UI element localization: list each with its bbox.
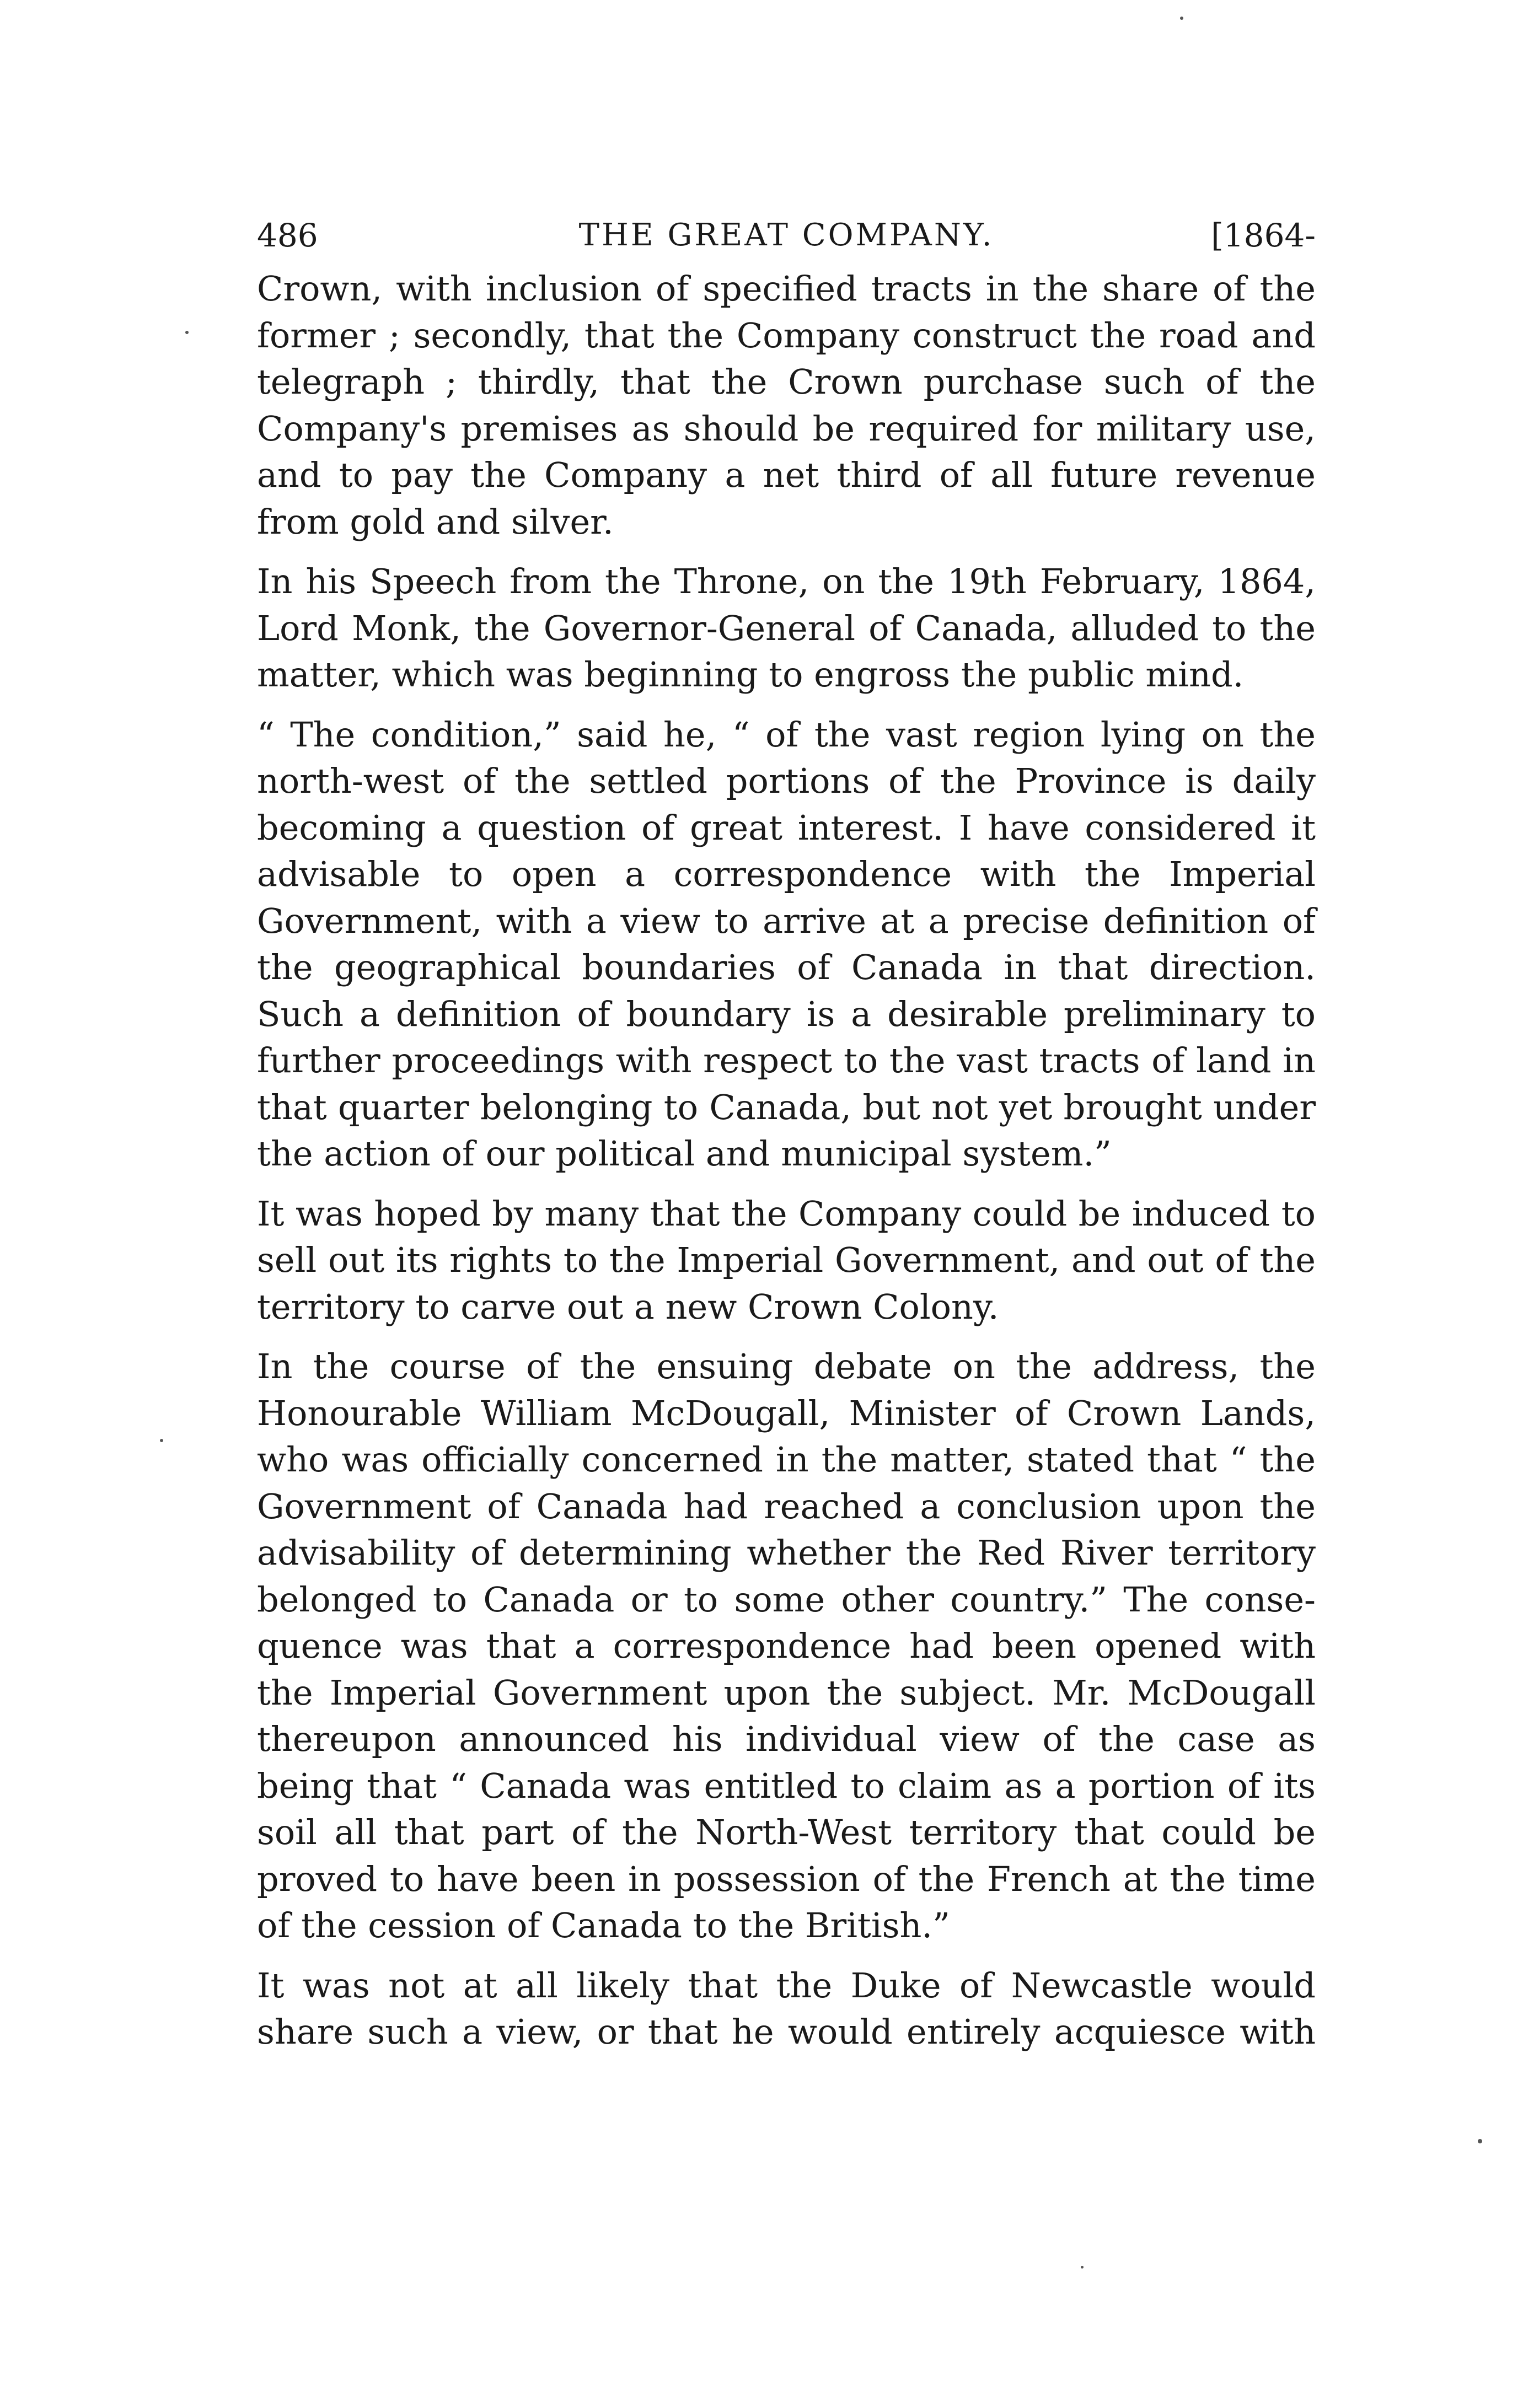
paragraph: It was not at all likely that the Duke of Newcastle would share such a view, or that he would entirely acquiesce with	[257, 1965, 1316, 2052]
page-text-block	[257, 205, 1316, 2056]
paragraph: Crown, with inclusion of specified tracts in the share of the former ; secondly, that the Company construct the road and telegraph ; thirdly, that the Crown purchase such of the Company's premises as should be required for military use, and to pay the Company a net third of all future revenue from gold and silver.	[257, 268, 1316, 542]
paragraph: “ The condition,” said he, “ of the vast region lying on the north-west of the settled portions of the Province is daily becoming a question of great interest. I have considered it advisable to open a correspondence with the Imperial Government, with a view to arrive at a precise definition of the geographical boundaries of Canada in that direction. Such a definition of boundary is a desirable preliminary to further proceedings with respect to the vast tracts of land in that quarter belonging to Canada, but not yet brought under the action of our political and municipal system.”	[257, 714, 1316, 1174]
year-marker: [1864-	[1211, 217, 1316, 254]
scan-speck	[185, 331, 189, 334]
paragraph: In the course of the ensuing debate on the address, the Honourable William McDougall, Minister of Crown Lands, who was officially concerned in the matter, stated that “ the Government of Canada had reached a conclusion upon the advisability of determining whether the Red River territory belonged to Canada or to some other country.” The conse-quence was that a correspondence had been opened with the Imperial Government upon the subject. Mr. McDougall thereupon announced his individual view of the case as being that “ Canada was entitled to claim as a portion of its soil all that part of the North-West territory that could be proved to have been in possession of the French at the time of the cession of Canada to the British.”	[257, 1346, 1316, 1945]
scan-speck	[160, 1439, 163, 1442]
running-head	[257, 205, 1316, 266]
running-title: THE GREAT COMPANY.	[578, 217, 994, 253]
paragraph: It was hoped by many that the Company could be induced to sell out its rights to the Imperial Government, and out of the territory to carve out a new Crown Colony.	[257, 1193, 1316, 1327]
scan-speck	[1081, 2266, 1084, 2269]
body-text	[257, 266, 1316, 2056]
paragraph: In his Speech from the Throne, on the 19th February, 1864, Lord Monk, the Governor-General of Canada, alluded to the matter, which was beginning to engross the public mind.	[257, 561, 1316, 695]
page-number: 486	[257, 217, 318, 254]
scan-speck	[1180, 17, 1183, 20]
scan-speck	[1478, 2139, 1482, 2143]
